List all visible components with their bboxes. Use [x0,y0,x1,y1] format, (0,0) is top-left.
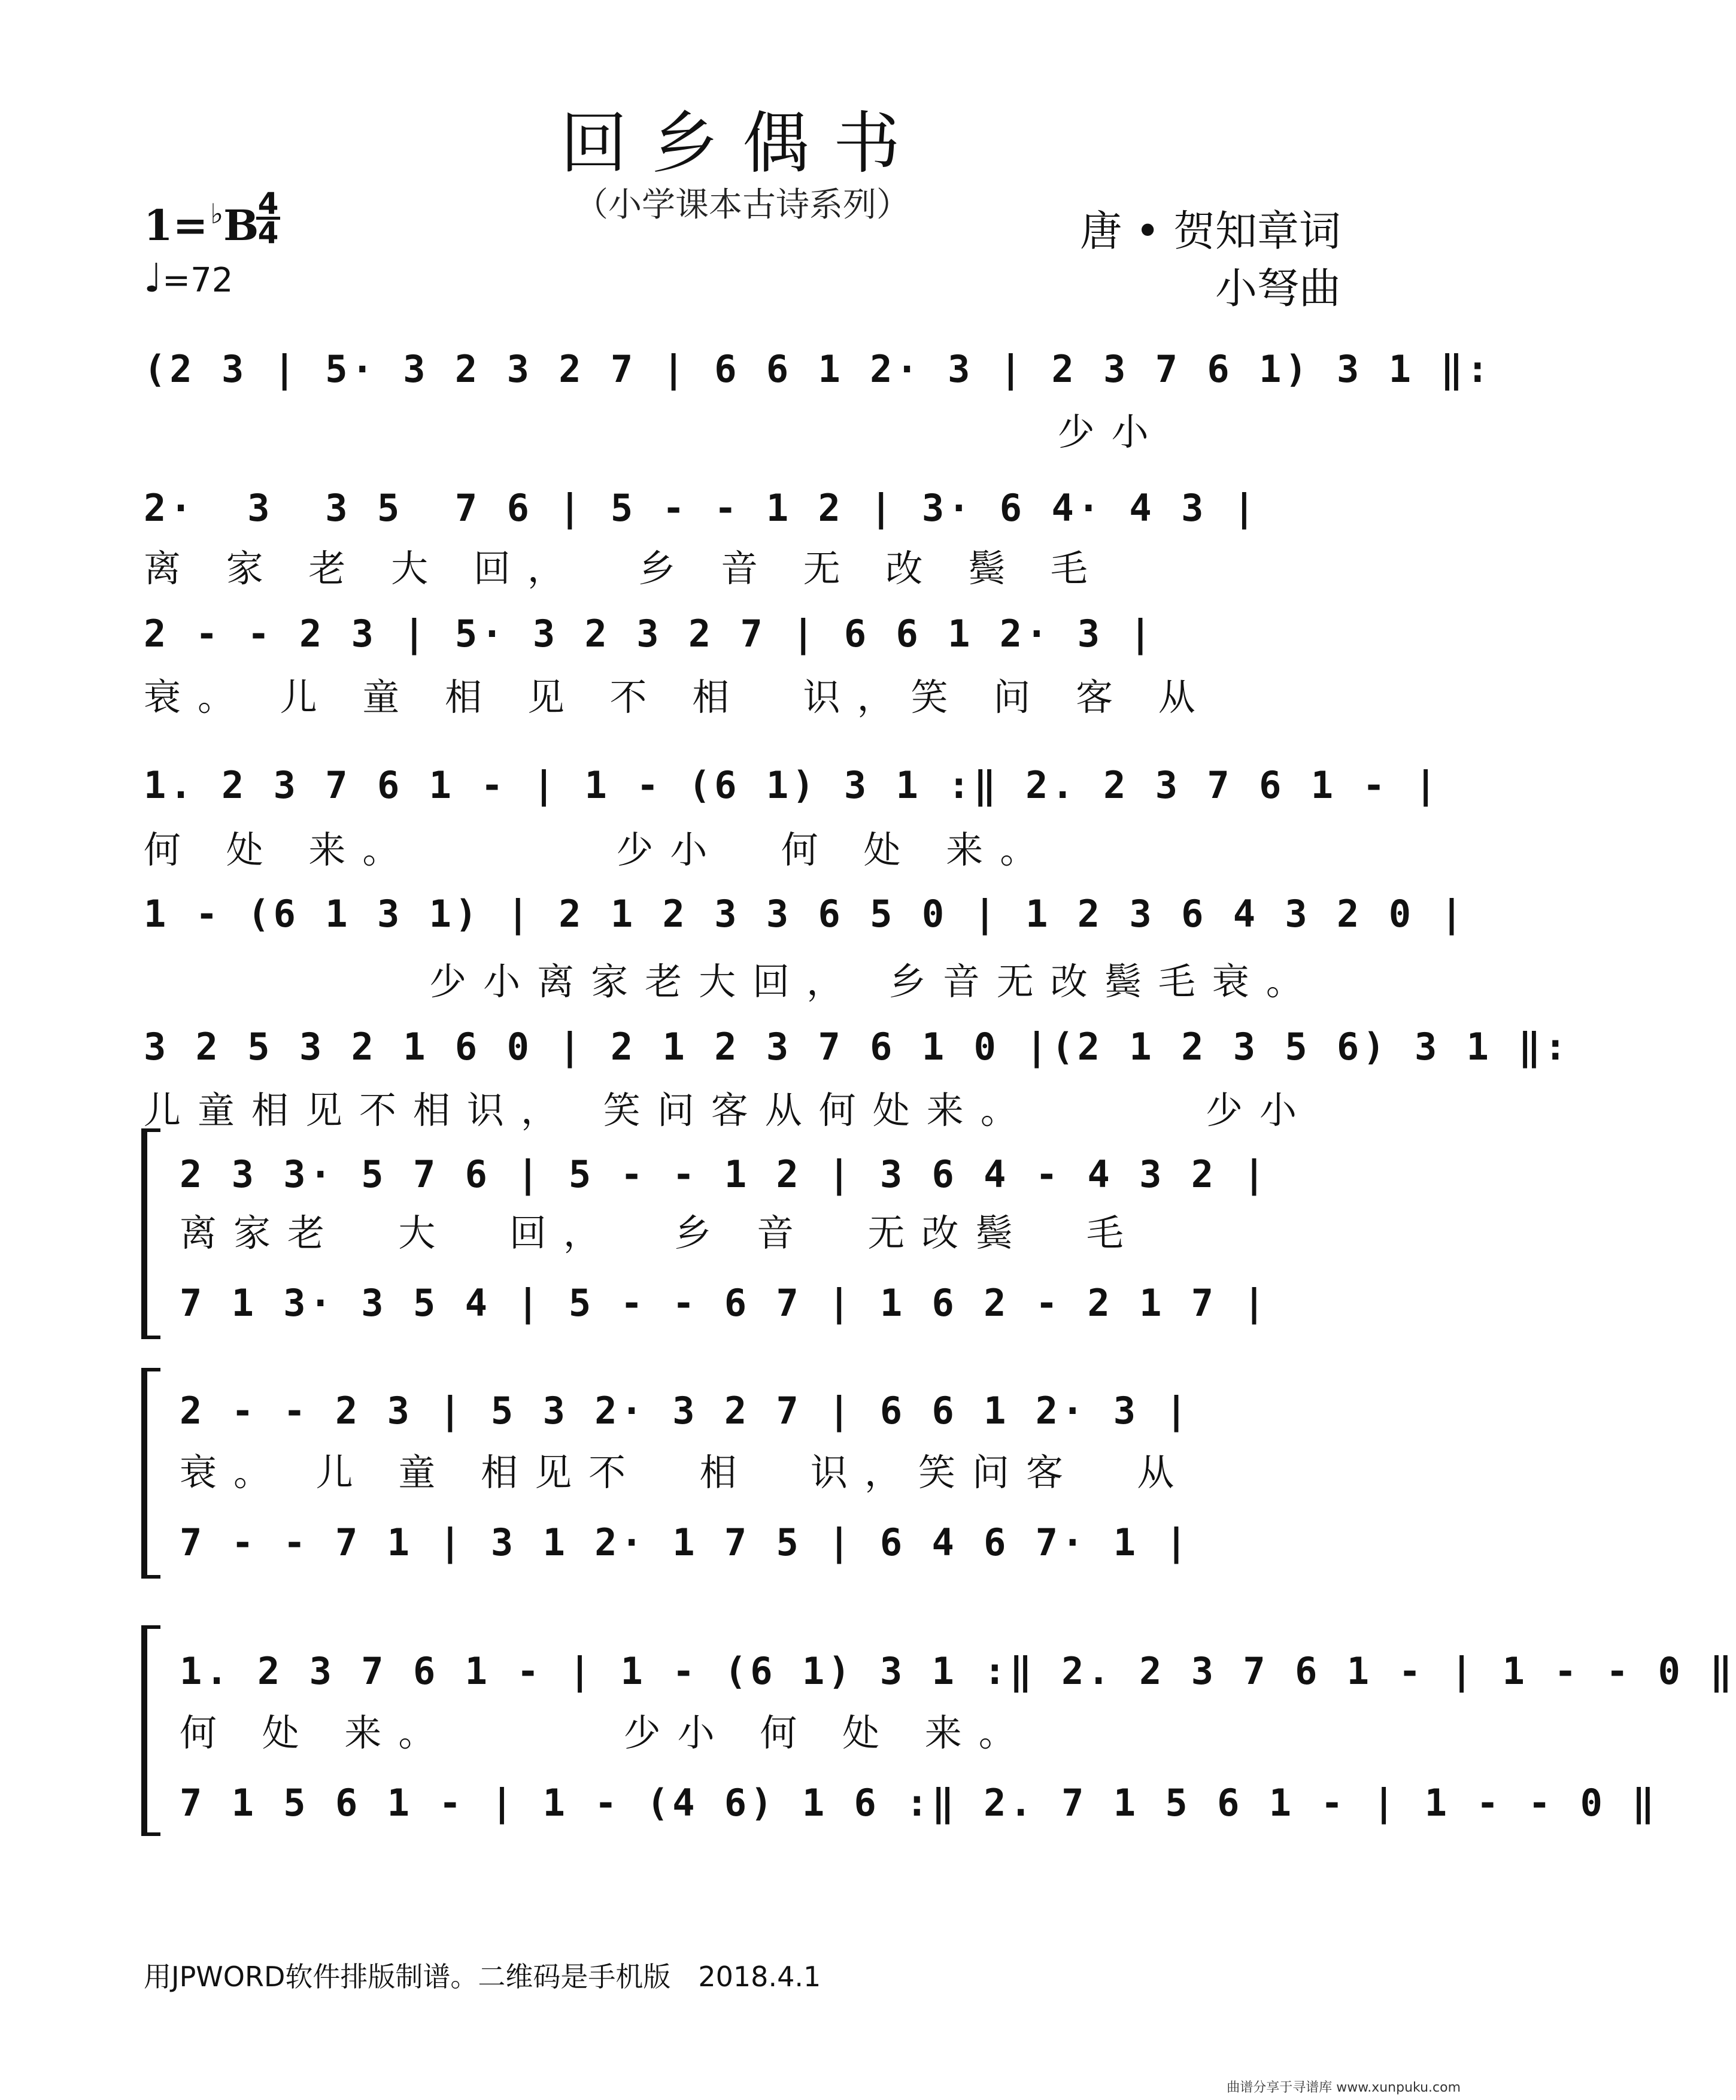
page-title: 回乡偶书 [560,105,924,183]
lyric-line-4: 何 处 来。 少小 何 处 来。 [144,828,1054,872]
lyric-line-6: 儿童相见不相识， 笑问客从何处来。 少小 [144,1088,1313,1132]
footer-note: 用JPWORD软件排版制谱。二维码是手机版 2018.4.1 [144,1961,821,1993]
watermark: 曲谱分享于寻谱库 www.xunpuku.com [1227,2080,1461,2095]
lyricist-credit: 唐 • 贺知章词 [1080,207,1341,256]
lyric-line-2: 离 家 老 大 回， 乡 音 无 改 鬓 毛 [144,547,1104,590]
subtitle: （小学课本古诗系列） [575,186,910,224]
lyric-line-5: 少小离家老大回， 乡音无改鬓毛衰。 [144,960,1320,1003]
lyric-line-7: 离家老 大 回， 乡 音 无改鬓 毛 [180,1211,1140,1255]
score-line-1: (2 3 | 5· 3 2 3 2 7 | 6 6 1 2· 3 | 2 3 7 6 1) 3 1 ‖: [144,347,1493,391]
system-brace [141,1128,160,1339]
tempo-value: =72 [162,261,233,300]
system-brace [141,1368,160,1579]
score-line-9-upper: 1. 2 3 7 6 1 - | 1 - (6 1) 3 1 :‖ 2. 2 3 7 6 1 - | 1 - - 0 ‖ [180,1649,1736,1693]
score-line-2: 2· 3 3 5 7 6 | 5 - - 1 2 | 3· 6 4· 4 3 | [144,486,1259,530]
score-line-9-lower: 7 1 5 6 1 - | 1 - (4 6) 1 6 :‖ 2. 7 1 5 6 1 - | 1 - - 0 ‖ [180,1781,1658,1825]
flat-icon: ♭ [210,198,224,230]
system-brace [141,1625,160,1836]
score-line-3: 2 - - 2 3 | 5· 3 2 3 2 7 | 6 6 1 2· 3 | [144,612,1155,656]
key-signature [144,198,259,250]
time-signature [256,186,280,250]
key-tonic: B [223,201,259,250]
lyric-line-3: 衰。 儿 童 相 见 不 相 识，笑 问 客 从 [144,675,1212,719]
time-signature-bottom: 4 [257,216,279,250]
score-line-8-lower: 7 - - 7 1 | 3 1 2· 1 7 5 | 6 4 6 7· 1 | [180,1521,1191,1564]
key-prefix: 1= [144,201,208,250]
score-line-7-lower: 7 1 3· 3 5 4 | 5 - - 6 7 | 1 6 2 - 2 1 7 | [180,1281,1269,1325]
score-line-6: 3 2 5 3 2 1 6 0 | 2 1 2 3 7 6 1 0 |(2 1 2 3 5 6) 3 1 ‖: [144,1025,1570,1069]
time-signature-top: 4 [257,186,279,221]
composer-credit: 小弩曲 [1215,264,1341,313]
score-line-8-upper: 2 - - 2 3 | 5 3 2· 3 2 7 | 6 6 1 2· 3 | [180,1389,1191,1433]
lyric-line-1: 少小 [144,410,1166,454]
lyric-line-9: 何 处 来。 少小 何 处 来。 [180,1711,1033,1755]
tempo-marking [144,255,233,301]
quarter-note-icon: ♩ [144,255,163,301]
lyric-line-8: 衰。 儿 童 相见不 相 识，笑问客 从 [180,1450,1191,1494]
score-line-7-upper: 2 3 3· 5 7 6 | 5 - - 1 2 | 3 6 4 - 4 3 2 | [180,1152,1269,1196]
score-line-5: 1 - (6 1 3 1) | 2 1 2 3 3 6 5 0 | 1 2 3 6 4 3 2 0 | [144,892,1467,936]
score-line-4: 1. 2 3 7 6 1 - | 1 - (6 1) 3 1 :‖ 2. 2 3 7 6 1 - | [144,763,1441,807]
